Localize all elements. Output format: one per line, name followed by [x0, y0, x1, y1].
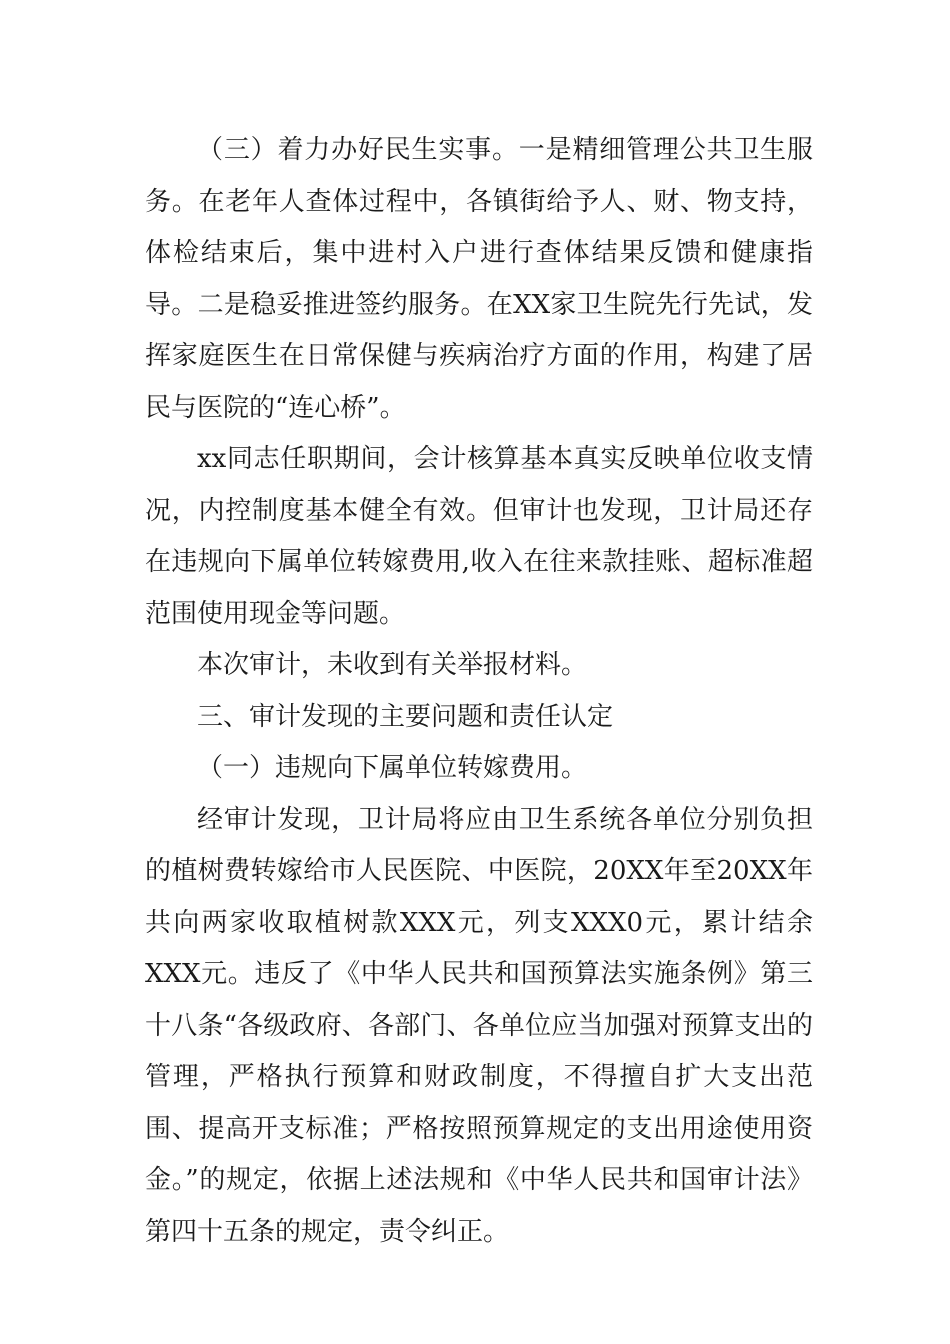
subsection-heading-cost-transfer: （一）违规向下属单位转嫁费用。 [197, 753, 588, 783]
section-heading-main-issues: 三、审计发现的主要问题和责任认定 [197, 701, 614, 732]
paragraph-livelihood-affairs: （三）着力办好民生实事。一是精细管理公共卫生服务。在老年人查体过程中，各镇街给予人、财、物支持，体检结束后，集中进村入户进行查体结果反馈和健康指导。二是稳妥推进签约服务。在XX家卫生院先行先试，发挥家庭医生在日常保健与疾病治疗方面的作用，构建了居民与医院的“连心桥”。 [145, 135, 813, 423]
document-body [145, 125, 813, 1258]
paragraph-audit-finding: 经审计发现，卫计局将应由卫生系统各单位分别负担的植树费转嫁给市人民医院、中医院，20XX年至20XX年共向两家收取植树款XXX元，列支XXX0元，累计结余XXX元。违反了《中华人民共和国预算法实施条例》第三十八条“各级政府、各部门、各单位应当加强对预算支出的管理，严格执行预算和财政制度，不得擅自扩大支出范围、提高开支标准；严格按照预算规定的支出用途使用资金。”的规定，依据上述法规和《中华人民共和国审计法》第四十五条的规定，责令纠正。 [145, 804, 813, 1247]
paragraph-accounting-summary: xx同志任职期间，会计核算基本真实反映单位收支情况，内控制度基本健全有效。但审计也发现，卫计局还存在违规向下属单位转嫁费用,收入在往来款挂账、超标准超范围使用现金等问题。 [145, 444, 813, 629]
paragraph-no-reports: 本次审计，未收到有关举报材料。 [197, 650, 588, 680]
